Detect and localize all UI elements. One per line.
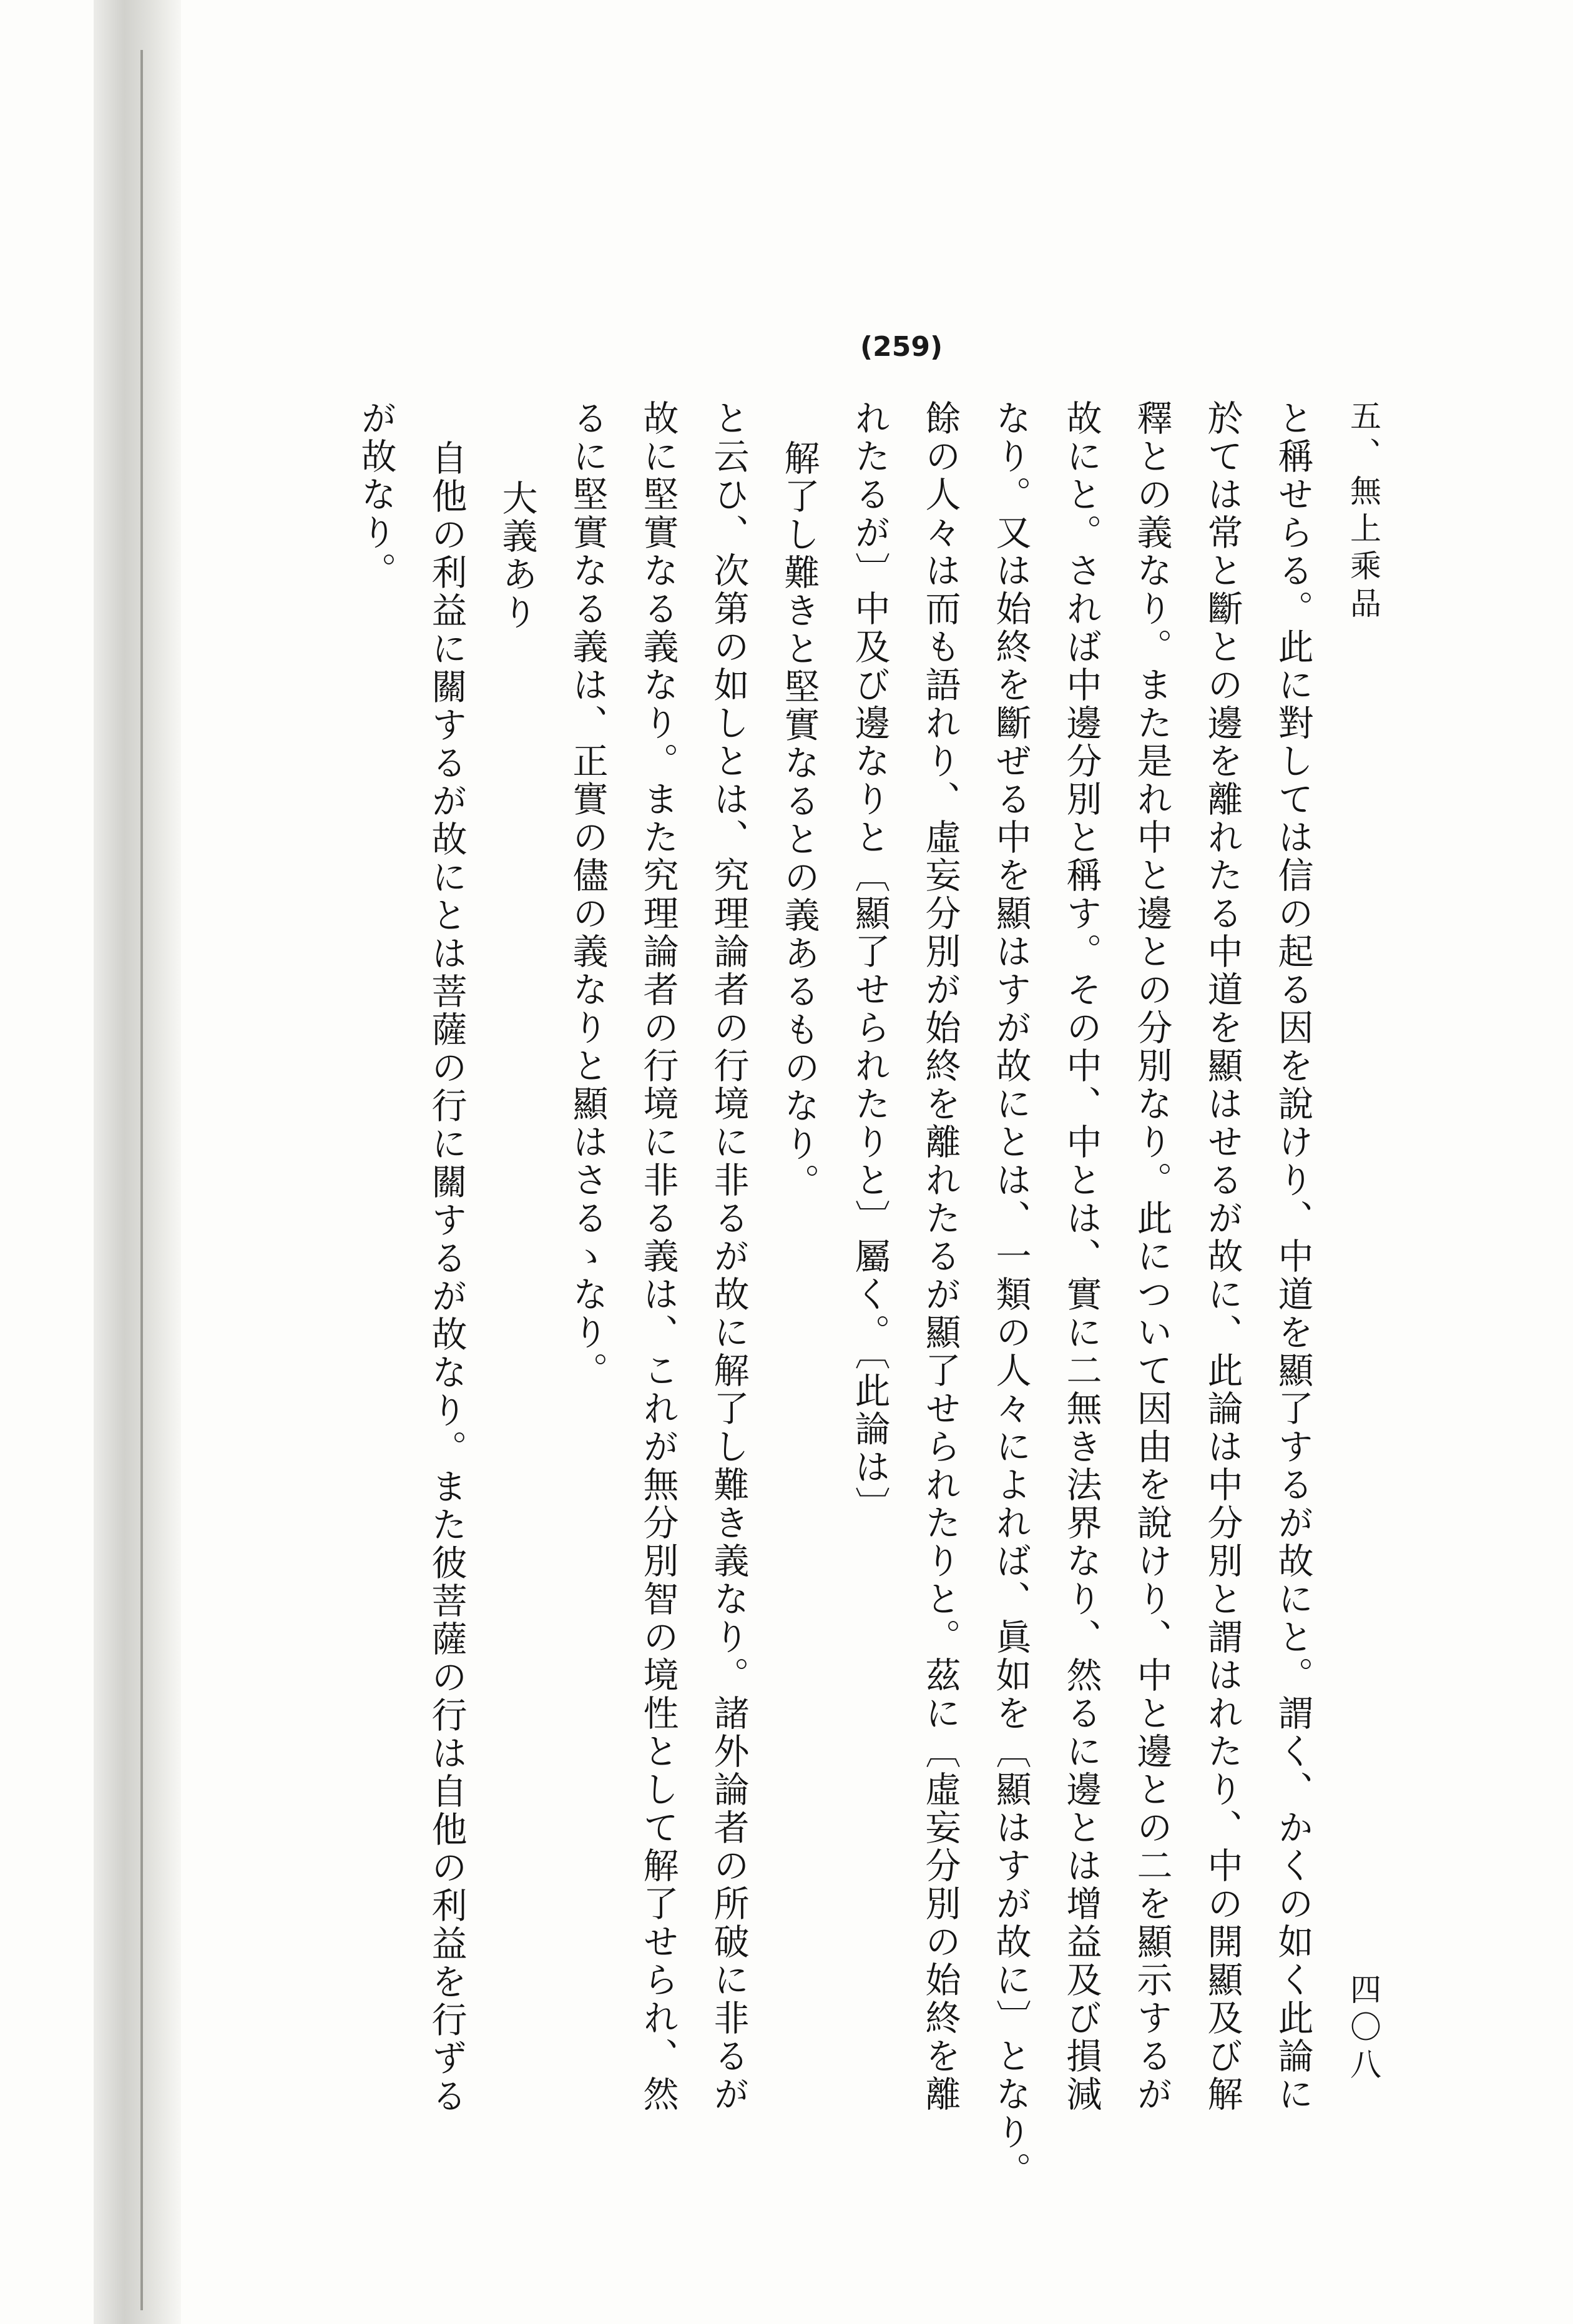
- text-line: が故なり。: [355, 400, 396, 590]
- text-line: 故にと。されば中邊分別と稱す。その中、中とは、實に二無き法界なり、然るに邊とは增益及び損減: [1061, 400, 1102, 2114]
- book-spine-shadow: [94, 0, 181, 2324]
- folio-number: 四〇八: [1345, 1973, 1381, 2085]
- text-line: 釋との義なり。また是れ中と邊との分別なり。此について因由を說けり、中と邊との二を顯示するが: [1131, 400, 1172, 2114]
- section-heading: 大義あり: [496, 480, 537, 632]
- text-line: 故に堅實なる義なり。また究理論者の行境に非る義は、これが無分別智の境性として解了せられ、然: [637, 400, 679, 2114]
- running-header: [1328, 400, 1398, 2085]
- quoted-verse-line: 解了し難きと堅實なるとの義あるものなり。: [778, 440, 820, 1201]
- chapter-title: 五、無上乘品: [1345, 400, 1381, 624]
- text-line: なり。又は始終を斷ぜる中を顯はすが故にとは、一類の人々によれば、眞如を〔顯はすが故に〕となり。: [990, 400, 1031, 2190]
- page-number: (259): [860, 331, 943, 363]
- text-line: と稱せらる。此に對しては信の起る因を說けり、中道を顯了するが故にと。謂く、かくの如く此論に: [1272, 400, 1313, 2114]
- page-body: [350, 400, 1398, 2190]
- text-line: るに堅實なる義は、正實の儘の義なりと顯はさるゝなり。: [567, 400, 608, 1390]
- text-line: 餘の人々は而も語れり、虛妄分別が始終を離れたるが顯了せられたりと。茲に〔虛妄分別の始終を離: [919, 400, 961, 2114]
- text-line: と云ひ、次第の如しとは、究理論者の行境に非るが故に解了し難き義なり。諸外論者の所破に非るが: [708, 400, 749, 2114]
- text-line: 於ては常と斷との邊を離れたる中道を顯はせるが故に、此論は中分別と謂はれたり、中の開顯及び解: [1202, 400, 1243, 2114]
- book-spine-edge: [140, 50, 143, 2310]
- text-line: れたるが〕中及び邊なりと〔顯了せられたりと〕屬く。〔此論は〕: [849, 400, 890, 1525]
- text-line: 自他の利益に關するが故にとは菩薩の行に關するが故なり。また彼菩薩の行は自他の利益を行ずる: [426, 440, 467, 2115]
